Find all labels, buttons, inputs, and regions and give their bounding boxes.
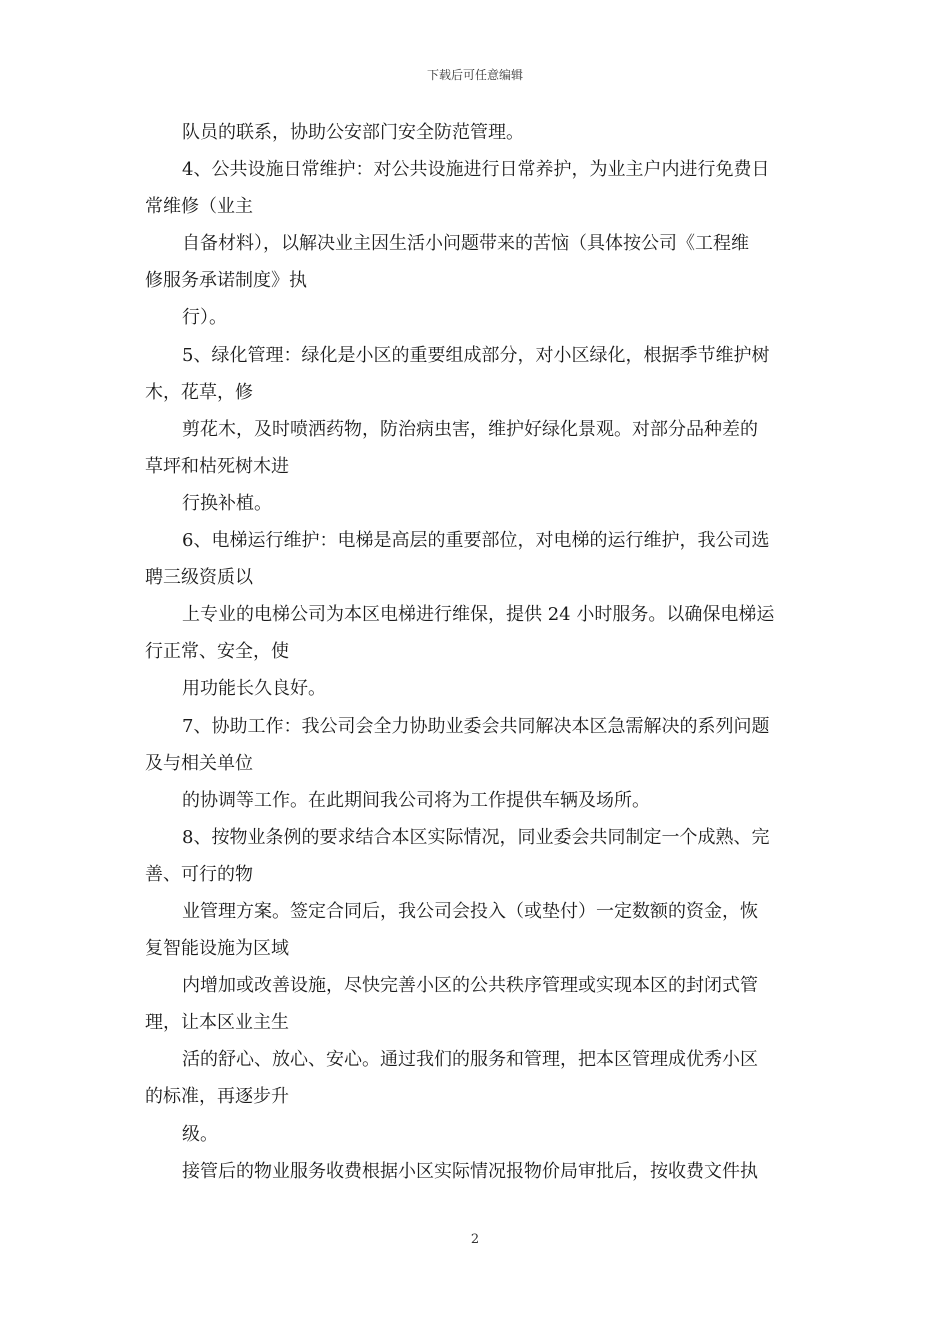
document-body xyxy=(145,114,810,1190)
text-line: 行换补植。 xyxy=(182,492,272,514)
text-line: 常维修（业主 xyxy=(145,196,253,218)
text-line: 修服务承诺制度》执 xyxy=(145,270,307,292)
text-line: 接管后的物业服务收费根据小区实际情况报物价局审批后，按收费文件执 xyxy=(182,1160,758,1182)
text-line: 的协调等工作。在此期间我公司将为工作提供车辆及场所。 xyxy=(182,789,650,811)
text-line: 业管理方案。签定合同后，我公司会投入（或垫付）一定数额的资金，恢 xyxy=(182,900,758,922)
text-line: 聘三级资质以 xyxy=(145,567,253,589)
text-line: 队员的联系，协助公安部门安全防范管理。 xyxy=(182,122,524,143)
text-line: 4、公共设施日常维护：对公共设施进行日常养护，为业主户内进行免费日 xyxy=(182,159,770,181)
page-header: 下载后可任意编辑 xyxy=(426,68,523,82)
text-line: 理，让本区业主生 xyxy=(145,1012,289,1034)
text-line: 活的舒心、放心、安心。通过我们的服务和管理，把本区管理成优秀小区 xyxy=(182,1049,758,1071)
text-line: 上专业的电梯公司为本区电梯进行维保，提供 24 小时服务。以确保电梯运 xyxy=(182,604,775,626)
text-line: 草坪和枯死树木进 xyxy=(145,455,289,477)
text-line: 内增加或改善设施，尽快完善小区的公共秩序管理或实现本区的封闭式管 xyxy=(182,975,758,997)
text-line: 的标准，再逐步升 xyxy=(145,1086,289,1108)
text-line: 7、协助工作：我公司会全力协助业委会共同解决本区急需解决的系列问题 xyxy=(182,715,770,737)
text-line: 级。 xyxy=(182,1123,218,1145)
text-line: 木，花草，修 xyxy=(145,381,253,403)
text-line: 行正常、安全，使 xyxy=(145,641,289,663)
text-line: 行）。 xyxy=(182,307,227,329)
text-line: 用功能长久良好。 xyxy=(182,678,326,700)
text-line: 善、可行的物 xyxy=(145,863,253,885)
text-line: 剪花木，及时喷洒药物，防治病虫害，维护好绿化景观。对部分品种差的 xyxy=(182,418,758,440)
text-line: 5、绿化管理：绿化是小区的重要组成部分，对小区绿化，根据季节维护树 xyxy=(182,344,770,366)
text-line: 自备材料），以解决业主因生活小问题带来的苦恼（具体按公司《工程维 xyxy=(182,233,749,255)
page-number: 2 xyxy=(470,1232,480,1247)
text-line: 复智能设施为区域 xyxy=(145,938,289,960)
text-line: 6、电梯运行维护：电梯是高层的重要部位，对电梯的运行维护，我公司选 xyxy=(182,530,770,552)
text-line: 8、按物业条例的要求结合本区实际情况，同业委会共同制定一个成熟、完 xyxy=(182,826,770,848)
text-line: 及与相关单位 xyxy=(145,752,253,774)
